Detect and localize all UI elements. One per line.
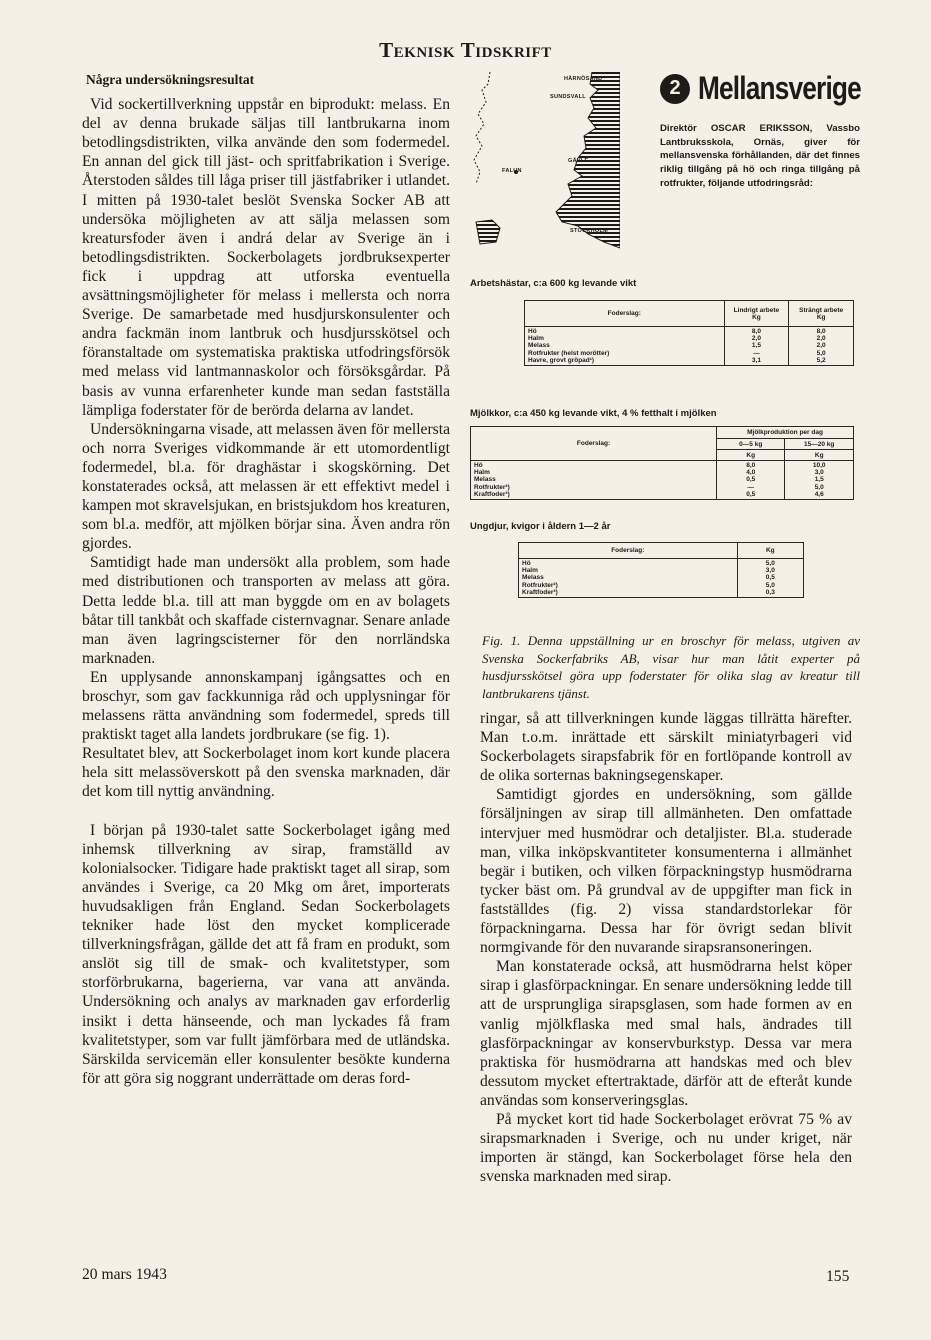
map-label: HÄRNÖSAND (564, 76, 603, 82)
paragraph: Undersökningarna visade, att melassen även för mellersta och norra Sveriges vidkommande är ett utomordentligt fodermedel, bl.a. för draghästar i skogskörning. Det konstaterades också, att melassen är ett effektivt medel i kampen mot skravelsjukan, en bristsjukdom hos kreaturen, som bl.a. medför, att mjölken börjar sina. Även andra rön gjordes. (82, 420, 450, 553)
feed-table-workhorses (524, 300, 854, 366)
column-label: Strängt arbete (799, 306, 844, 314)
journal-header-part1: Teknisk (379, 38, 456, 62)
table-cell: Rotfrukter²) (522, 581, 558, 589)
table-cell: Melass (522, 574, 544, 582)
table-cell: Halm (528, 335, 544, 343)
unit-label: Kg (785, 450, 854, 461)
table-cell: 5,0 (814, 483, 824, 491)
table-cell: Melass (528, 342, 550, 350)
table-cell: Kraftfoder³) (522, 588, 558, 596)
table-cell: 2,0 (751, 335, 761, 343)
map-label: SUNDSVALL (550, 94, 586, 100)
table-header (789, 301, 854, 327)
map-label: STOCKHOLM (570, 228, 609, 234)
table-cell: 5,0 (816, 349, 826, 357)
table-cell: 10,0 (812, 462, 826, 469)
section-subheading: Några undersökningsresultat (86, 72, 255, 87)
table-cell: 2,0 (816, 335, 826, 343)
map-label: GÄVLE (568, 158, 589, 164)
value-column (789, 327, 854, 366)
table-title: Arbetshästar, c:a 600 kg levande vikt (470, 278, 637, 289)
table-cell: 5,0 (765, 560, 775, 567)
region-title: Mellansverige (698, 70, 861, 106)
coastline-map-icon (472, 72, 620, 252)
table-cell: 4,0 (746, 469, 756, 477)
column-label: 0—5 kg (717, 439, 785, 450)
table-cell: 0,5 (746, 490, 756, 498)
table-cell: Kraftfoder³) (474, 490, 510, 498)
value-column (724, 327, 789, 366)
table-cell: 2,0 (816, 342, 826, 350)
table-cell: 0,5 (765, 574, 775, 582)
table-cell: — (753, 349, 760, 357)
table-cell: — (747, 483, 754, 491)
unit-label: Kg (717, 450, 785, 461)
table-title: Ungdjur, kvigor i åldern 1—2 år (470, 521, 611, 532)
paragraph: Samtidigt gjordes en undersökning, som gällde försäljningen av sirap till allmänheten. Den omfattade intervjuer med husmödrar och detaljister. Bl.a. studerade man, vilka inköpskvantiteter konsumenterna i allmänhet begär i butiken, och vilken förpackningstyp husmödrarna tycker bäst om. På grundval av de uppgifter man fick in fastställdes (fig. 2) vissa standardstorlekar för förpackningarna. Dessa har för övrigt sedan blivit normgivande för den nuvarande sirapsransoneringen. (480, 786, 852, 957)
feed-table-dairy-cows (470, 426, 854, 500)
table-cell: 1,5 (814, 476, 824, 484)
value-column (785, 461, 854, 500)
paragraph: Man konstaterade också, att husmödrarna helst köper sirap i glasförpackningar. En senare undersökning ledde till att de ursprungliga sirapsglasen, som hade formen av en vanlig mjölkflaska med smal hals, ändrades till glasförpackningar av konservburkstyp. Dessa var mera praktiska för husmödrarna att handskas med och blev dessutom mycket eftertraktade, därför att de efteråt kunde användas som konserveringsglas. (480, 958, 852, 1109)
unit-label: Kg (737, 543, 803, 559)
map-of-mellansverige (472, 72, 620, 252)
value-column (717, 461, 785, 500)
advisor-text: Direktör OSCAR ERIKSSON, Vassbo Lantbruksskola, Ornäs, giver för mellansvenska förhållanden, där det finnes riklig tillgång på hö och ringa tillgång på rotfrukter, följande utfodringsråd: (660, 123, 860, 189)
page-number: 155 (826, 1268, 850, 1285)
table-cell: 4,6 (814, 490, 824, 498)
unit-label: Kg (752, 313, 761, 321)
table-header: Foderslag: (519, 543, 738, 559)
table-cell: 5,0 (765, 581, 775, 589)
table-cell: 8,0 (751, 328, 761, 335)
column-label: Lindrigt arbete (733, 306, 780, 314)
table-cell: Melass (474, 476, 496, 484)
journal-header-part2: Tidskrift (460, 38, 552, 62)
table-cell: 0,5 (746, 476, 756, 484)
table-cell: Halm (522, 567, 538, 575)
feed-list (471, 461, 717, 500)
table-cell: 1,5 (751, 342, 761, 350)
table-cell: Rotfrukter (helst morötter) (528, 349, 610, 357)
table-cell: 8,0 (746, 462, 756, 469)
table-cell: 8,0 (816, 328, 826, 335)
paragraph: Samtidigt hade man undersökt alla problem, som hade med distributionen och transporten av melass att göra. Detta ledde bl.a. till att man byggde om en av bolagets båtar till tankbåt och skaffade cisternvagnar. Senare anlade man även lagringscisterner för den norrländska marknaden. (82, 554, 450, 667)
map-label: FALUN (502, 168, 522, 174)
table-cell: 3,0 (765, 567, 775, 575)
paragraph: I början på 1930-talet satte Sockerbolaget igång med inhemsk tillverkning av sirap, framställd av kolonialsocker. Tidigare hade praktiskt taget all sirap, som användes i Sverige, ca 20 Mkg om året, importerats huvudsakligen från England. Sedan Sockerbolagets tekniker hade löst den mycket komplicerade tillverkningsfrågan, gällde det att få fram en produkt, som anslöt sig till de smak- och kvalitetstyper, som storförbrukarna, bagerierna, var vana att använda. Undersökning och analys av marknaden gav erforderlig insikt i detta hänseende, och man lyckades få fram kvalitetstyper, som var fullt jämförbara med de utländska. Särskilda servicemän eller konsulenter besökte kunderna för att göra sig noggrant underrättade om deras ford- (82, 821, 450, 1087)
table-cell: Rotfrukter²) (474, 483, 510, 491)
issue-date: 20 mars 1943 (82, 1266, 167, 1283)
table-cell: Hö (528, 328, 537, 335)
paragraph: En upplysande annonskampanj igångsattes och en broschyr, som gav fackkunniga råd och upplysningar för melassens rätta användning som fodermedel, spreds till praktiskt taget alla landets jordbrukare (se fig. 1). (82, 668, 450, 744)
table-header (724, 301, 789, 327)
right-column (480, 709, 852, 1186)
paragraph: ringar, så att tillverkningen kunde läggas tillrätta härefter. Man t.o.m. inrättade ett särskilt miniatyrbageri vid Sockerbolagets sirapsfabrik för en fortlöpande kontroll av de olika sorternas bakningsegenskaper. (480, 710, 852, 785)
paragraph: Resultatet blev, att Sockerbolaget inom kort kunde placera hela sitt melassöverskott på den svenska marknaden, där det kom till nyttig användning. (82, 745, 450, 801)
table-header: Foderslag: (525, 301, 725, 327)
paragraph: Vid sockertillverkning uppstår en biprodukt: melass. En del av denna brukade säljas till lantbrukarna inom betodlingsdistrikten, vilka använde den som fodermedel. En annan del gick till jäst- och spritfabrikation i Sverige. Återstoden såldes till låga priser till jästfabriker i utlandet. I mitten på 1930-talet beslöt Svenska Socker AB att undersöka möjligheten av att sälja melassen som kreatursfoder även i andrá delar av Sverige än i betodlingsdistrikten. Sockerbolagets jordbruksexperter fick i uppdrag att utforska eventuella avsättningsmöjligheter för melass i mellersta och norra Sverige. De samarbetade med husdjurskonsulenter och andra fackmän inom lantbruk och husdjursskötsel och föranstaltade om systematiska praktiska utfodringsförsök med melass vid lantmannaskolor och försöksgårdar. På basis av vunna erfarenheter kunde man sedan fastställa lämpliga foderstater för de berörda delarna av landet. (82, 96, 450, 419)
figure-1 (466, 68, 862, 700)
journal-header (0, 38, 931, 63)
feed-list (519, 559, 738, 598)
table-cell: 3,1 (751, 356, 761, 364)
table-cell: Hö (474, 462, 483, 469)
region-number-badge: 2 (660, 74, 690, 104)
table-cell: Halm (474, 469, 490, 477)
table-cell: Hö (522, 560, 531, 567)
left-column (82, 70, 450, 1088)
feed-list (525, 327, 725, 366)
table-header: Foderslag: (471, 427, 717, 461)
table-cell: 0,3 (765, 588, 775, 596)
table-cell: 5,2 (816, 356, 826, 364)
region-heading (660, 70, 897, 107)
figure-caption: Fig. 1. Denna uppställning ur en broschyr för melass, utgiven av Svenska Sockerfabriks AB, visar hur man låtit experter på husdjursskötsel göra upp foderstater för olika slag av kreatur till lantbrukarens tjänst. (482, 633, 860, 701)
column-label: 15—20 kg (785, 439, 854, 450)
table-title: Mjölkkor, c:a 450 kg levande vikt, 4 % fetthalt i mjölken (470, 408, 717, 419)
table-cell: Havre, grovt gröpad¹) (528, 356, 595, 364)
feed-table-heifers (518, 542, 804, 598)
unit-label: Kg (816, 313, 826, 321)
value-column (737, 559, 803, 598)
table-header: Mjölkproduktion per dag (717, 427, 854, 439)
paragraph: På mycket kort tid hade Sockerbolaget erövrat 75 % av sirapsmarknaden i Sverige, och nu under kriget, när importen är stängd, kan Sockerbolaget förse hela den svenska marknaden med sirap. (480, 1110, 852, 1186)
table-cell: 3,0 (814, 469, 824, 477)
